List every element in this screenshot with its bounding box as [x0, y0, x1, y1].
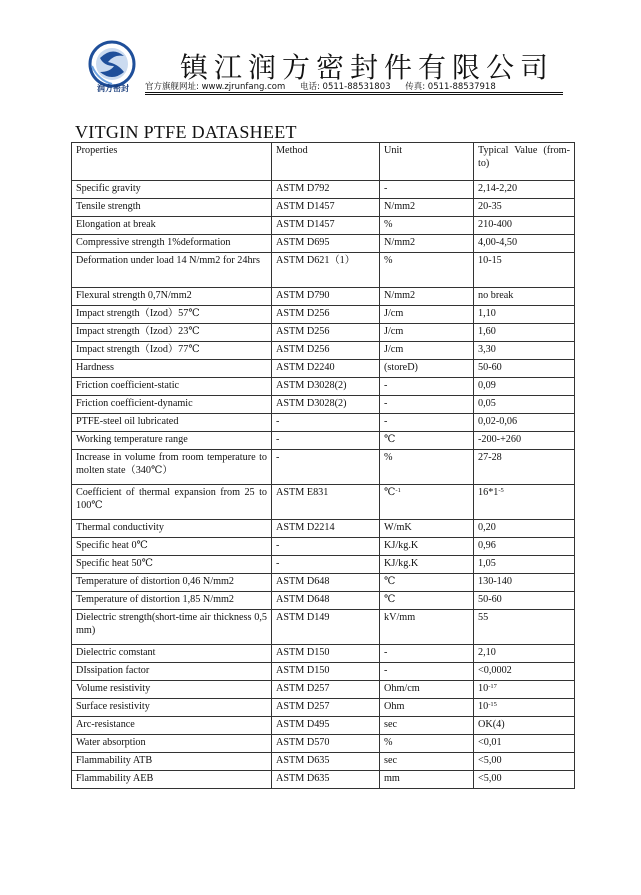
table-row	[72, 610, 575, 645]
value-exponent: -17	[488, 683, 497, 690]
property-cell: Impact strength（Izod）57℃	[72, 306, 272, 324]
property-cell: Friction coefficient-dynamic	[72, 396, 272, 414]
property-cell: Coefficient of thermal expansion from 25 to 100℃	[72, 485, 272, 520]
method-cell: ASTM D3028(2)	[272, 378, 380, 396]
header-rule	[145, 92, 563, 93]
method-cell: ASTM D1457	[272, 217, 380, 235]
table-row	[72, 217, 575, 235]
unit-cell	[380, 485, 474, 520]
value-exponent: -15	[488, 701, 497, 708]
unit-cell: J/cm	[380, 306, 474, 324]
unit-cell: %	[380, 450, 474, 485]
column-header-properties: Properties	[72, 143, 272, 181]
unit-cell: N/mm2	[380, 235, 474, 253]
method-cell: ASTM D256	[272, 342, 380, 360]
unit-cell: ℃	[380, 592, 474, 610]
table-row	[72, 538, 575, 556]
company-name: 镇江润方密封件有限公司	[180, 51, 555, 84]
value-cell: 55	[474, 610, 575, 645]
unit-cell: N/mm2	[380, 288, 474, 306]
unit-cell: %	[380, 735, 474, 753]
method-cell: ASTM D695	[272, 235, 380, 253]
value-base: 10	[478, 683, 489, 694]
property-cell: Specific heat 50℃	[72, 556, 272, 574]
table-row	[72, 414, 575, 432]
property-cell: Flexural strength 0,7N/mm2	[72, 288, 272, 306]
unit-cell: -	[380, 414, 474, 432]
value-exponent: -5	[498, 487, 504, 494]
value-base: 10	[478, 701, 489, 712]
table-row	[72, 288, 575, 306]
unit-cell: KJ/kg.K	[380, 538, 474, 556]
letterhead	[0, 0, 641, 100]
property-cell: Water absorption	[72, 735, 272, 753]
table-row	[72, 181, 575, 199]
unit-cell: -	[380, 663, 474, 681]
table-row	[72, 592, 575, 610]
method-cell: ASTM D257	[272, 681, 380, 699]
table-row	[72, 663, 575, 681]
property-cell: Thermal conductivity	[72, 520, 272, 538]
value-cell: 0,20	[474, 520, 575, 538]
column-header-unit: Unit	[380, 143, 474, 181]
method-cell: ASTM D256	[272, 324, 380, 342]
unit-cell: kV/mm	[380, 610, 474, 645]
property-cell: Impact strength（Izod）77℃	[72, 342, 272, 360]
value-cell: 0,02-0,06	[474, 414, 575, 432]
value-cell: 1,10	[474, 306, 575, 324]
property-cell: Volume resistivity	[72, 681, 272, 699]
table-row	[72, 235, 575, 253]
method-cell: ASTM D1457	[272, 199, 380, 217]
property-cell: DIssipation factor	[72, 663, 272, 681]
table-row	[72, 699, 575, 717]
unit-cell: N/mm2	[380, 199, 474, 217]
contact-line	[145, 80, 508, 92]
phone-text: 电话: 0511-88531803	[299, 82, 391, 92]
value-cell: 130-140	[474, 574, 575, 592]
table-header-row	[72, 143, 575, 181]
value-cell: 0,96	[474, 538, 575, 556]
method-cell: ASTM D635	[272, 771, 380, 789]
value-cell: 4,00-4,50	[474, 235, 575, 253]
unit-cell: J/cm	[380, 342, 474, 360]
table-row	[72, 574, 575, 592]
property-cell: Impact strength（Izod）23℃	[72, 324, 272, 342]
value-cell: 20-35	[474, 199, 575, 217]
property-cell: Dielectric strength(short-time air thickness 0,5 mm)	[72, 610, 272, 645]
table-row	[72, 432, 575, 450]
property-cell: Specific gravity	[72, 181, 272, 199]
table-row	[72, 681, 575, 699]
website-text: 官方旗舰网址: www.zjrunfang.com	[145, 82, 286, 92]
property-cell: Hardness	[72, 360, 272, 378]
table-row	[72, 396, 575, 414]
property-cell: Temperature of distortion 1,85 N/mm2	[72, 592, 272, 610]
value-cell: 2,10	[474, 645, 575, 663]
method-cell: ASTM D257	[272, 699, 380, 717]
method-cell: -	[272, 450, 380, 485]
table-row	[72, 360, 575, 378]
property-cell: Flammability AEB	[72, 771, 272, 789]
unit-base: ℃	[384, 487, 396, 498]
method-cell: ASTM D792	[272, 181, 380, 199]
unit-exponent: -1	[395, 487, 401, 494]
value-cell	[474, 485, 575, 520]
unit-cell: %	[380, 253, 474, 288]
property-cell: Tensile strength	[72, 199, 272, 217]
value-cell	[474, 681, 575, 699]
value-cell: 210-400	[474, 217, 575, 235]
property-cell: Flammability ATB	[72, 753, 272, 771]
property-cell: Specific heat 0℃	[72, 538, 272, 556]
value-cell: 1,60	[474, 324, 575, 342]
property-cell: Deformation under load 14 N/mm2 for 24hrs	[72, 253, 272, 288]
value-cell: -200-+260	[474, 432, 575, 450]
method-cell: ASTM D3028(2)	[272, 396, 380, 414]
table-row	[72, 306, 575, 324]
table-row	[72, 324, 575, 342]
unit-cell: ℃	[380, 432, 474, 450]
value-cell: 50-60	[474, 360, 575, 378]
table-row	[72, 253, 575, 288]
fax-text: 传真: 0511-88537918	[405, 82, 496, 92]
property-cell: Increase in volume from room temperature to molten state（340℃）	[72, 450, 272, 485]
unit-cell: ℃	[380, 574, 474, 592]
table-row	[72, 753, 575, 771]
method-cell: ASTM D648	[272, 574, 380, 592]
property-cell: Surface resistivity	[72, 699, 272, 717]
property-cell: Arc-resistance	[72, 717, 272, 735]
property-cell: PTFE-steel oil lubricated	[72, 414, 272, 432]
method-cell: ASTM D2240	[272, 360, 380, 378]
value-base: 16*1	[478, 487, 499, 498]
method-cell: ASTM D635	[272, 753, 380, 771]
method-cell: ASTM D150	[272, 663, 380, 681]
value-cell: 27-28	[474, 450, 575, 485]
datasheet-title: VITGIN PTFE DATASHEET	[75, 122, 297, 142]
table-row	[72, 771, 575, 789]
property-cell: Temperature of distortion 0,46 N/mm2	[72, 574, 272, 592]
column-header-method: Method	[272, 143, 380, 181]
method-cell: ASTM D495	[272, 717, 380, 735]
value-cell	[474, 699, 575, 717]
table-row	[72, 520, 575, 538]
table-row	[72, 645, 575, 663]
property-cell: Working temperature range	[72, 432, 272, 450]
unit-cell: -	[380, 645, 474, 663]
method-cell: -	[272, 414, 380, 432]
value-cell: 3,30	[474, 342, 575, 360]
unit-cell: -	[380, 181, 474, 199]
table-row	[72, 199, 575, 217]
logo-text: 润方密封	[97, 84, 129, 93]
value-cell: <0,01	[474, 735, 575, 753]
property-cell: Dielectric comstant	[72, 645, 272, 663]
method-cell: ASTM D150	[272, 645, 380, 663]
value-cell: 10-15	[474, 253, 575, 288]
table-body	[72, 181, 575, 789]
value-cell: <0,0002	[474, 663, 575, 681]
value-cell: <5,00	[474, 753, 575, 771]
unit-cell: (storeD)	[380, 360, 474, 378]
unit-cell: Ohm	[380, 699, 474, 717]
unit-cell: %	[380, 217, 474, 235]
table-row	[72, 485, 575, 520]
datasheet-table	[71, 142, 575, 789]
method-cell: ASTM E831	[272, 485, 380, 520]
value-cell: 2,14-2,20	[474, 181, 575, 199]
method-cell: ASTM D256	[272, 306, 380, 324]
table-row	[72, 556, 575, 574]
column-header-typical-value: Typical Value (from-to)	[474, 143, 575, 181]
table-row	[72, 342, 575, 360]
method-cell: ASTM D621（1）	[272, 253, 380, 288]
table-row	[72, 717, 575, 735]
unit-cell: KJ/kg.K	[380, 556, 474, 574]
method-cell: ASTM D790	[272, 288, 380, 306]
property-cell: Friction coefficient-static	[72, 378, 272, 396]
unit-cell: -	[380, 396, 474, 414]
table-row	[72, 450, 575, 485]
unit-cell: sec	[380, 753, 474, 771]
method-cell: -	[272, 556, 380, 574]
property-cell: Elongation at break	[72, 217, 272, 235]
table-row	[72, 735, 575, 753]
value-cell: 50-60	[474, 592, 575, 610]
header-rule-secondary	[145, 94, 563, 95]
value-cell: no break	[474, 288, 575, 306]
method-cell: ASTM D648	[272, 592, 380, 610]
unit-cell: -	[380, 378, 474, 396]
value-cell: 0,09	[474, 378, 575, 396]
property-cell: Compressive strength 1%deformation	[72, 235, 272, 253]
value-cell: 1,05	[474, 556, 575, 574]
unit-cell: sec	[380, 717, 474, 735]
unit-cell: W/mK	[380, 520, 474, 538]
method-cell: ASTM D149	[272, 610, 380, 645]
unit-cell: mm	[380, 771, 474, 789]
value-cell: OK(4)	[474, 717, 575, 735]
method-cell: ASTM D2214	[272, 520, 380, 538]
value-cell: <5,00	[474, 771, 575, 789]
unit-cell: J/cm	[380, 324, 474, 342]
method-cell: -	[272, 432, 380, 450]
value-cell: 0,05	[474, 396, 575, 414]
table-row	[72, 378, 575, 396]
method-cell: -	[272, 538, 380, 556]
unit-cell: Ohm/cm	[380, 681, 474, 699]
method-cell: ASTM D570	[272, 735, 380, 753]
